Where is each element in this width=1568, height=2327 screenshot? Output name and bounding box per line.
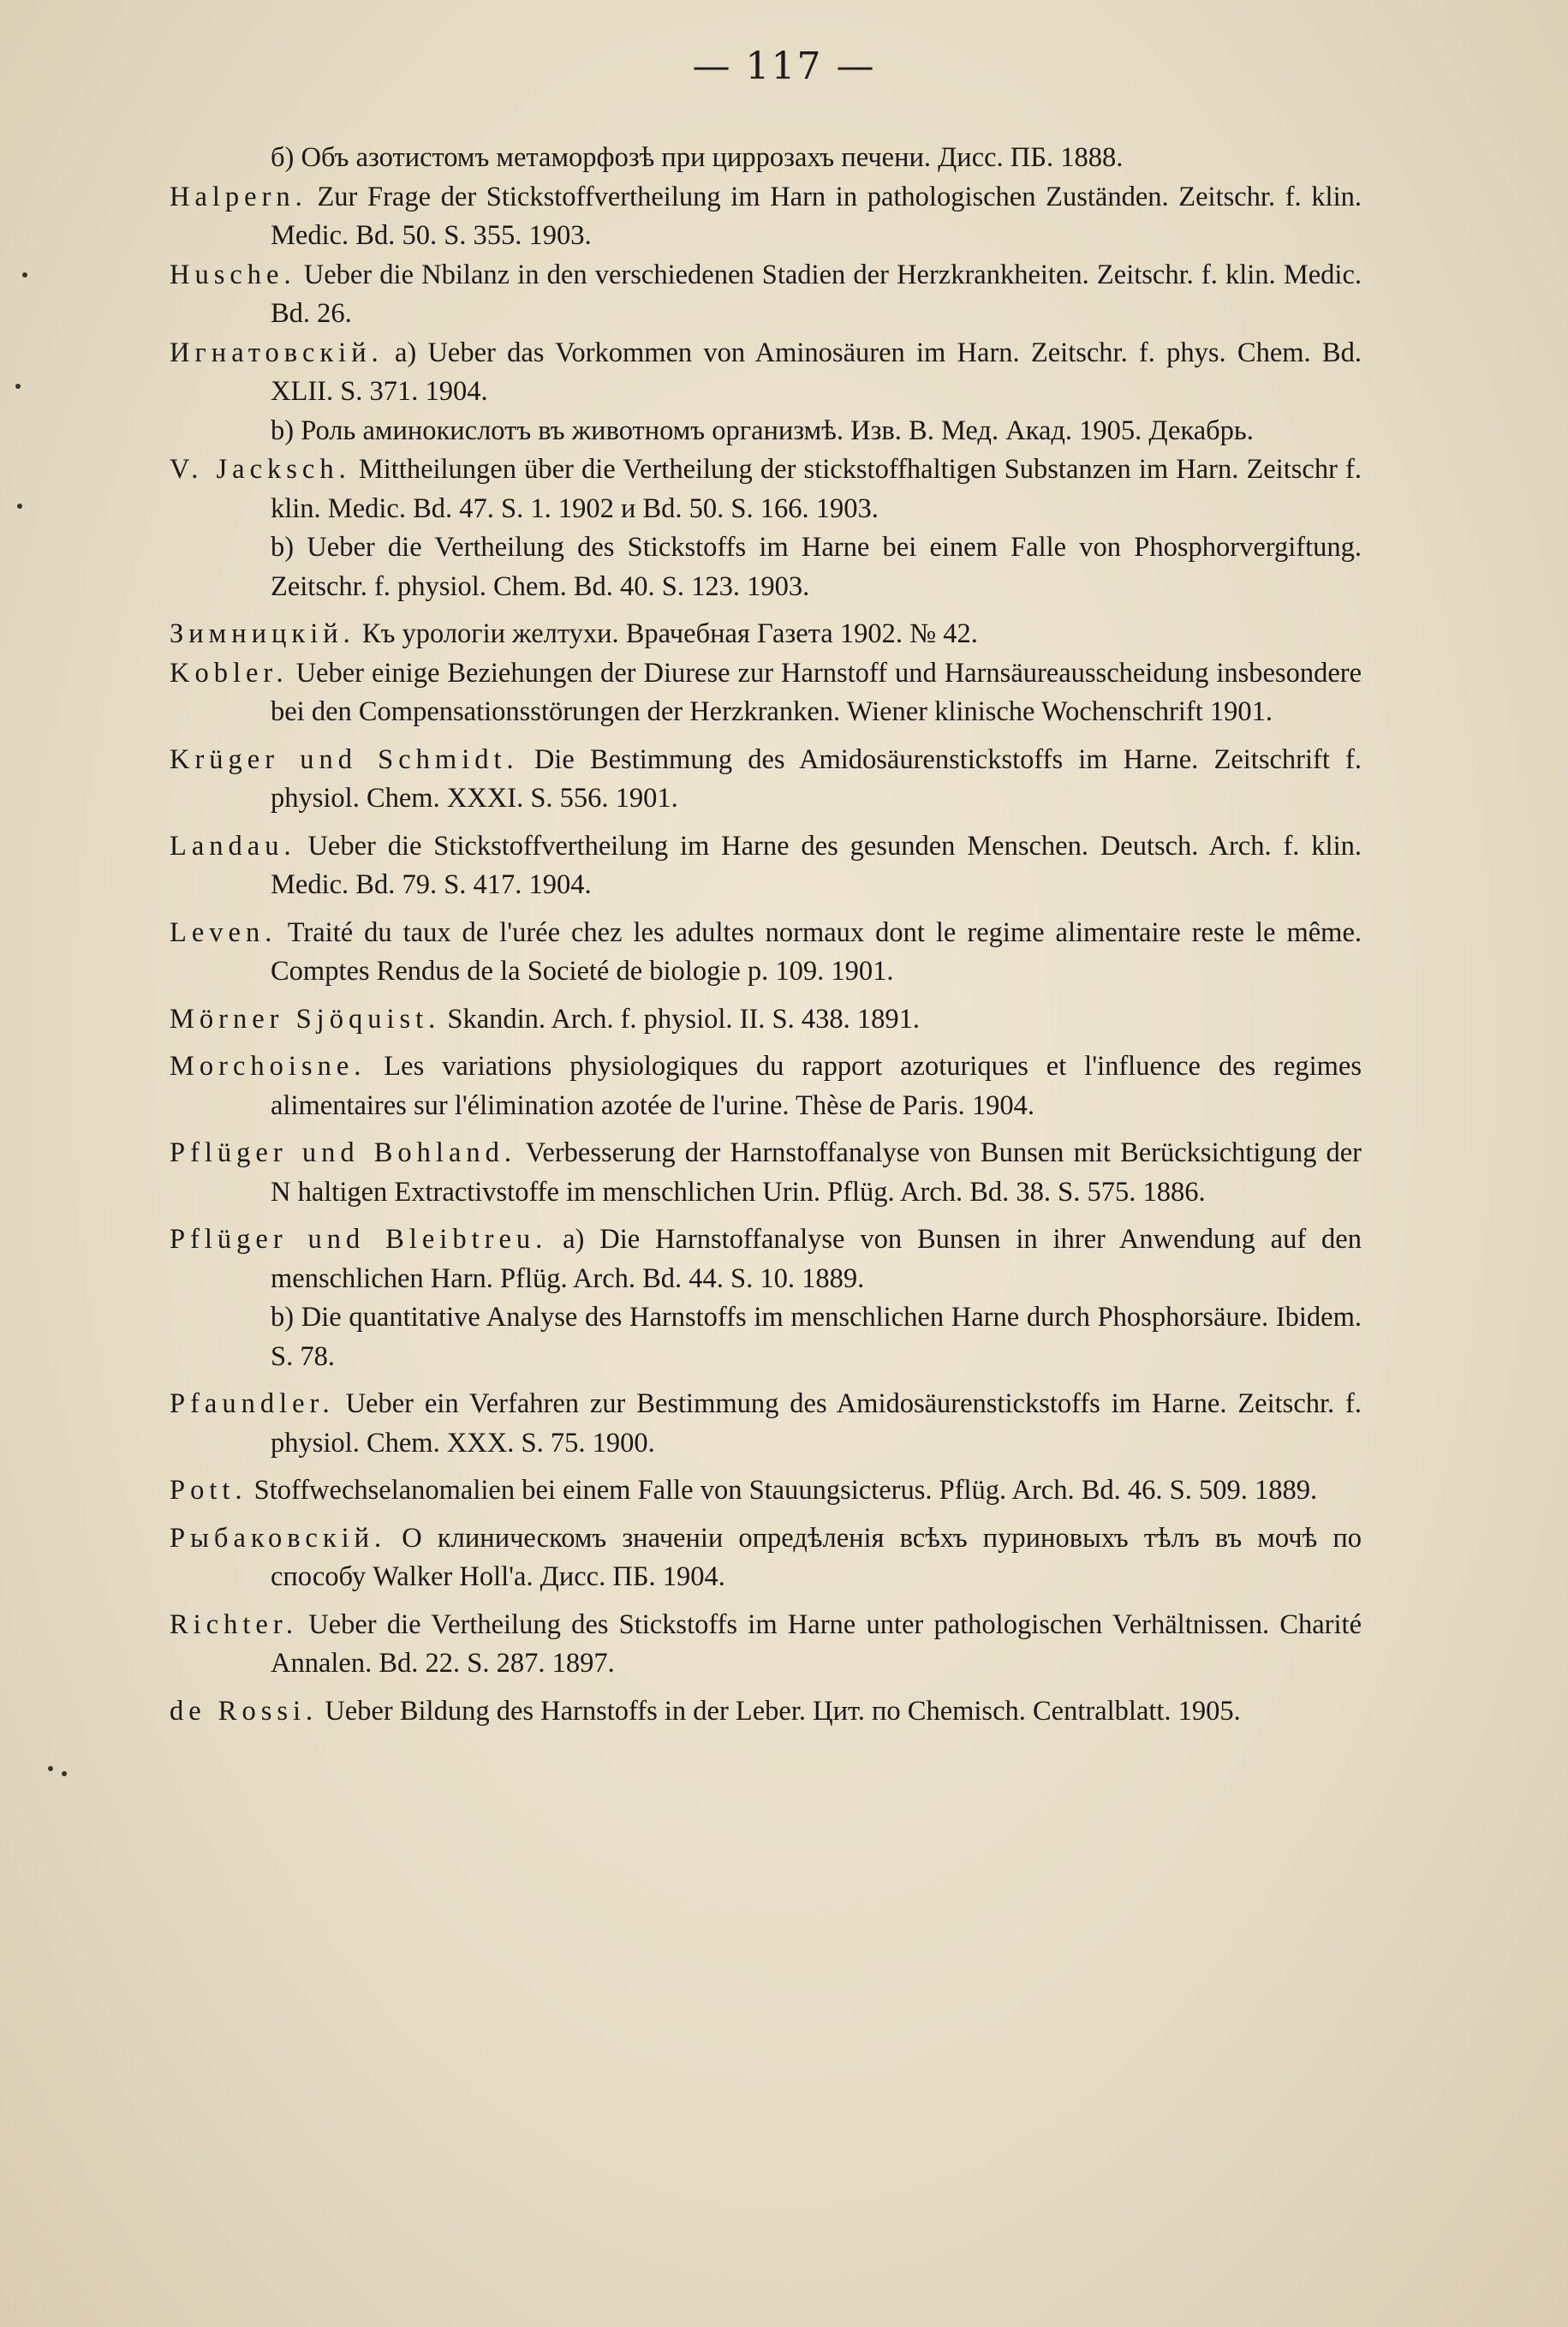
reference-text: Ueber die Stickstoffvertheilung im Harne des gesunden Menschen. Deutsch. Arch. f. klin. Medic. Bd. 79. S. 417. 1904. [271, 830, 1362, 900]
reference-author: V. Jacksch. [170, 454, 351, 485]
reference-author: Husche. [170, 259, 296, 290]
reference-author: Игнатовскій. [170, 337, 384, 368]
reference-author: Richter. [170, 1608, 298, 1640]
reference-text: Ueber ein Verfahren zur Bestimmung des Amidosäurenstickstoffs im Harne. Zeitschr. f. physiol. Chem. XXX. S. 75. 1900. [271, 1388, 1362, 1459]
list-item [170, 412, 1362, 451]
reference-text: Zur Frage der Stickstoffvertheilung im Harn in pathologischen Zuständen. Zeitschr. f. klin. Medic. Bd. 50. S. 355. 1903. [271, 181, 1362, 251]
reference-sub-item: b) Роль аминокислотъ въ животномъ организмѣ. Изв. В. Мед. Акад. 1905. Декабрь. [271, 415, 1254, 446]
reference-text: Ueber Bildung des Harnstoffs in der Leber. Цит. по Chemisch. Centralblatt. 1905. [318, 1695, 1241, 1727]
reference-text: Stoffwechselanomalien bei einem Falle von Stauungsicterus. Pflüg. Arch. Bd. 46. S. 509. 1889. [247, 1475, 1318, 1506]
list-item [170, 914, 1362, 992]
reference-author: Halpern. [170, 181, 307, 212]
list-item [170, 1134, 1362, 1212]
reference-author: Morchoisne. [170, 1051, 367, 1082]
reference-text: a) Ueber das Vorkommen von Aminosäuren im Harn. Zeitschr. f. phys. Chem. Bd. XLII. S. 371. 1904. [271, 337, 1362, 407]
list-item [170, 1000, 1362, 1040]
list-item [170, 139, 1362, 178]
speck [15, 384, 21, 389]
reference-author: Pott. [170, 1475, 247, 1506]
list-item [170, 256, 1362, 334]
list-item [170, 615, 1362, 654]
reference-author: Leven. [170, 916, 277, 948]
list-item [170, 1519, 1362, 1597]
reference-author: Pflüger und Bohland. [170, 1137, 516, 1168]
list-item [170, 741, 1362, 819]
reference-author: Зимницкій. [170, 618, 355, 649]
list-item [170, 827, 1362, 905]
list-item [170, 178, 1362, 256]
reference-text: Les variations physiologiques du rapport azoturiques et l'influence des regimes alimentaires sur l'élimination azotée de l'urine. Thèse de Paris. 1904. [271, 1051, 1362, 1121]
speck [22, 272, 27, 277]
reference-text: Къ урологіи желтухи. Врачебная Газета 1902. № 42. [355, 618, 978, 649]
list-item [170, 1385, 1362, 1463]
reference-author: Mörner Sjöquist. [170, 1003, 441, 1035]
reference-author: Рыбаковскій. [170, 1522, 387, 1554]
reference-author: Krüger und Schmidt. [170, 743, 519, 775]
reference-sub-item: б) Объ азотистомъ метаморфозѣ при циррозахъ печени. Дисс. ПБ. 1888. [271, 142, 1124, 173]
reference-text: a) Die Harnstoffanalyse von Bunsen in ihrer Anwendung auf den menschlichen Harn. Pflüg. Arch. Bd. 44. S. 10. 1889. [271, 1224, 1362, 1294]
reference-sub-item: b) Ueber die Vertheilung des Stickstoffs im Harne bei einem Falle von Phosphorvergiftung. Zeitschr. f. physiol. Chem. Bd. 40. S. 123. 1903. [271, 532, 1362, 602]
reference-text: Skandin. Arch. f. physiol. II. S. 438. 1891. [440, 1003, 920, 1035]
reference-text: Die Bestimmung des Amidosäurenstickstoffs im Harne. Zeitschrift f. physiol. Chem. XXXI. S. 556. 1901. [271, 743, 1362, 814]
reference-text: Mittheilungen über die Vertheilung der stickstoffhaltigen Substanzen im Harn. Zeitschr f. klin. Medic. Bd. 47. S. 1. 1902 и Bd. 50. S. 166. 1903. [271, 454, 1362, 524]
speck [62, 1771, 67, 1776]
list-item [170, 334, 1362, 412]
reference-author: de Rossi. [170, 1695, 319, 1727]
list-item [170, 1047, 1362, 1125]
reference-list [170, 139, 1362, 1731]
reference-text: Ueber die Nbilanz in den verschiedenen Stadien der Herzkrankheiten. Zeitschr. f. klin. Medic. Bd. 26. [271, 259, 1362, 329]
reference-author: Kobler. [170, 657, 289, 689]
speck [17, 504, 22, 509]
reference-text: Ueber einige Beziehungen der Diurese zur Harnstoff und Harnsäureausscheidung insbesondere bei den Compensationsstörungen der Herzkranken. Wiener klinische Wochenschrift 1901. [271, 657, 1362, 727]
list-item [170, 1606, 1362, 1684]
list-item [170, 1692, 1362, 1732]
list-item [170, 450, 1362, 528]
page-number: — 117 — [692, 45, 876, 88]
reference-author: Pflüger und Bleibtreu. [170, 1224, 548, 1255]
reference-sub-item: b) Die quantitative Analyse des Harnstoffs im menschlichen Harne durch Phosphorsäure. Ibidem. S. 78. [271, 1302, 1362, 1372]
speck [48, 1766, 53, 1771]
reference-text: О клиническомъ значеніи опредѣленія всѣхъ пуриновыхъ тѣлъ въ мочѣ по способу Walker Holl'a. Дисс. ПБ. 1904. [271, 1522, 1362, 1592]
list-item [170, 528, 1362, 606]
list-item [170, 1471, 1362, 1511]
reference-text: Ueber die Vertheilung des Stickstoffs im Harne unter pathologischen Verhältnissen. Charité Annalen. Bd. 22. S. 287. 1897. [271, 1608, 1362, 1679]
list-item [170, 654, 1362, 732]
reference-text: Traité du taux de l'urée chez les adultes normaux dont le regime alimentaire reste le même. Comptes Rendus de la Societé de biologie p. 109. 1901. [271, 916, 1362, 987]
reference-text: Verbesserung der Harnstoffanalyse von Bunsen mit Berücksichtigung der N haltigen Extractivstoffe im menschlichen Urin. Pflüg. Arch. Bd. 38. S. 575. 1886. [271, 1137, 1362, 1208]
reference-author: Landau. [170, 830, 296, 862]
list-item [170, 1298, 1362, 1376]
list-item [170, 1220, 1362, 1298]
reference-author: Pfaundler. [170, 1388, 335, 1419]
